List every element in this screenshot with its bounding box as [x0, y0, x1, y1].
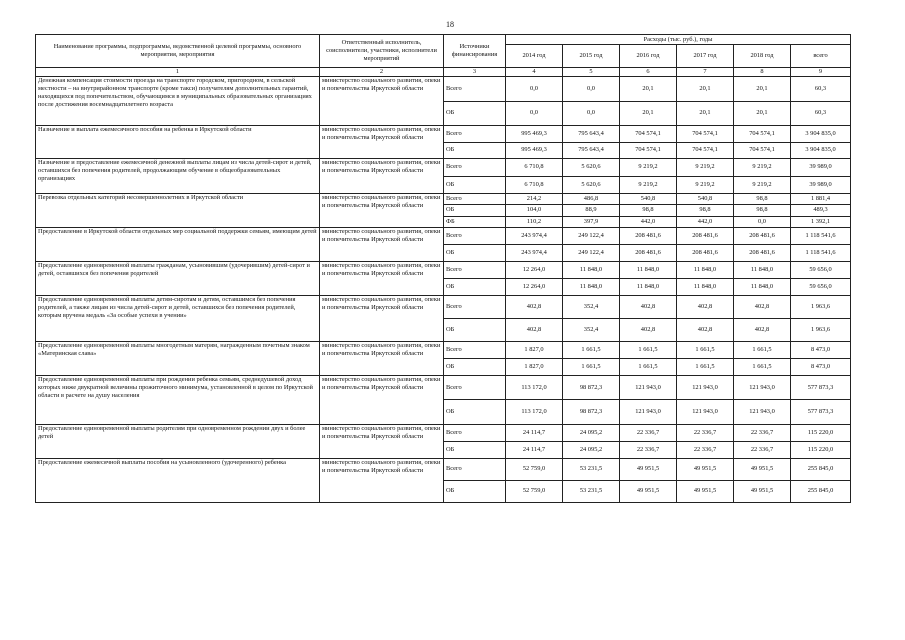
year-value: 24 114,7: [506, 424, 563, 441]
funding-source: Всего: [444, 375, 506, 400]
funding-source: Всего: [444, 159, 506, 177]
year-value: 9 219,2: [677, 159, 734, 177]
activity-name: Предоставление единовременной выплаты детям-сиротам и детям, оставшимся без попечения родителей, а также лицам из числа детей-сирот и детей, оставшихся без попечения родителей, которым вручена медаль «За особые успехи в учении»: [36, 295, 320, 341]
table-row: [36, 341, 851, 358]
budget-table: [35, 34, 851, 503]
year-value: 1 827,0: [506, 341, 563, 358]
table-row: [36, 458, 851, 480]
year-value: 402,8: [677, 318, 734, 341]
table-row: [36, 424, 851, 441]
year-value: 20,1: [620, 77, 677, 102]
year-value: 704 574,1: [734, 126, 791, 143]
year-value: 1 661,5: [677, 341, 734, 358]
activity-name: Назначение и предоставление ежемесячной денежной выплаты лицам из числа детей-сирот и детей, оставшихся без попечения родителей, продолжающим обучение в общеобразовательных организациях: [36, 159, 320, 194]
year-value: 6 710,8: [506, 176, 563, 194]
year-value: 11 848,0: [734, 261, 791, 278]
total-value: 60,3: [791, 77, 851, 102]
year-value: 6 710,8: [506, 159, 563, 177]
activity-name: Назначение и выплата ежемесячного пособия на ребенка в Иркутской области: [36, 126, 320, 159]
year-value: 121 943,0: [734, 400, 791, 425]
year-value: 795 643,4: [563, 142, 620, 159]
year-value: 11 848,0: [563, 261, 620, 278]
year-value: 20,1: [734, 101, 791, 126]
year-value: 352,4: [563, 318, 620, 341]
year-value: 208 481,6: [734, 227, 791, 244]
executor: министерство социального развития, опеки и попечительства Иркутской области: [320, 77, 444, 126]
year-value: 704 574,1: [677, 142, 734, 159]
activity-name: Денежная компенсация стоимости проезда на транспорте городском, пригородном, в сельской местности – на внутрирайонном транспорте (кроме такси) получателям дополнительных гарантий, находящихся под попечительством, обучающимся в муниципальных образовательных организациях после достижения восемнадцатилетнего возраста: [36, 77, 320, 126]
table-row: [36, 126, 851, 143]
table-row: [36, 375, 851, 400]
year-value: 11 848,0: [563, 278, 620, 295]
year-value: 22 336,7: [620, 441, 677, 458]
total-value: 489,3: [791, 205, 851, 216]
year-value: 53 231,5: [563, 458, 620, 480]
year-value: 208 481,6: [677, 244, 734, 261]
year-value: 11 848,0: [620, 278, 677, 295]
year-value: 0,0: [506, 77, 563, 102]
year-value: 1 661,5: [620, 358, 677, 375]
year-value: 22 336,7: [677, 424, 734, 441]
header-year-2016: 2016 год: [620, 45, 677, 68]
year-value: 24 114,7: [506, 441, 563, 458]
funding-source: Всего: [444, 424, 506, 441]
year-value: 49 951,5: [677, 458, 734, 480]
column-number-row: [36, 68, 851, 77]
total-value: 115 220,0: [791, 441, 851, 458]
funding-source: ОБ: [444, 205, 506, 216]
funding-source: ОБ: [444, 480, 506, 502]
total-value: 255 845,0: [791, 480, 851, 502]
total-value: 577 873,3: [791, 400, 851, 425]
year-value: 9 219,2: [734, 159, 791, 177]
year-value: 704 574,1: [734, 142, 791, 159]
header-name: Наименование программы, подпрограммы, ведомственной целевой программы, основного мероприятия, мероприятия: [36, 35, 320, 68]
total-value: 39 989,0: [791, 159, 851, 177]
executor: министерство социального развития, опеки и попечительства Иркутской области: [320, 261, 444, 295]
activity-name: Перевозка отдельных категорий несовершеннолетних в Иркутской области: [36, 194, 320, 228]
year-value: 402,8: [506, 295, 563, 318]
year-value: 795 643,4: [563, 126, 620, 143]
year-value: 995 469,3: [506, 126, 563, 143]
year-value: 98,8: [677, 205, 734, 216]
year-value: 5 620,6: [563, 159, 620, 177]
executor: министерство социального развития, опеки и попечительства Иркутской области: [320, 295, 444, 341]
year-value: 121 943,0: [734, 375, 791, 400]
total-value: 1 963,6: [791, 318, 851, 341]
year-value: 11 848,0: [734, 278, 791, 295]
funding-source: ОБ: [444, 441, 506, 458]
column-number: 4: [506, 68, 563, 77]
funding-source: Всего: [444, 295, 506, 318]
year-value: 208 481,6: [620, 244, 677, 261]
executor: министерство социального развития, опеки и попечительства Иркутской области: [320, 159, 444, 194]
year-value: 53 231,5: [563, 480, 620, 502]
total-value: 59 656,0: [791, 261, 851, 278]
year-value: 9 219,2: [620, 159, 677, 177]
funding-source: Всего: [444, 227, 506, 244]
total-value: 3 904 835,0: [791, 142, 851, 159]
year-value: 98,8: [734, 205, 791, 216]
column-number: 3: [444, 68, 506, 77]
year-value: 995 469,3: [506, 142, 563, 159]
funding-source: ОБ: [444, 244, 506, 261]
total-value: 1 118 541,6: [791, 244, 851, 261]
activity-name: Предоставление единовременной выплаты многодетным матерям, награжденным почетным знаком «Материнская слава»: [36, 341, 320, 375]
year-value: 110,2: [506, 216, 563, 227]
year-value: 22 336,7: [677, 441, 734, 458]
year-value: 9 219,2: [620, 176, 677, 194]
year-value: 49 951,5: [620, 458, 677, 480]
activity-name: Предоставление в Иркутской области отдельных мер социальной поддержки семьям, имеющим детей: [36, 227, 320, 261]
year-value: 1 661,5: [563, 341, 620, 358]
total-value: 1 963,6: [791, 295, 851, 318]
year-value: 121 943,0: [620, 400, 677, 425]
column-number: 1: [36, 68, 320, 77]
funding-source: ОБ: [444, 278, 506, 295]
year-value: 52 759,0: [506, 458, 563, 480]
year-value: 1 827,0: [506, 358, 563, 375]
funding-source: Всего: [444, 126, 506, 143]
year-value: 0,0: [563, 77, 620, 102]
year-value: 402,8: [734, 295, 791, 318]
funding-source: ОБ: [444, 400, 506, 425]
year-value: 49 951,5: [620, 480, 677, 502]
year-value: 88,9: [563, 205, 620, 216]
year-value: 121 943,0: [677, 400, 734, 425]
funding-source: ФБ: [444, 216, 506, 227]
table-row: [36, 194, 851, 205]
total-value: 39 989,0: [791, 176, 851, 194]
page-number: 18: [446, 20, 454, 29]
year-value: 24 095,2: [563, 441, 620, 458]
funding-source: ОБ: [444, 318, 506, 341]
funding-source: ОБ: [444, 101, 506, 126]
year-value: 121 943,0: [677, 375, 734, 400]
year-value: 1 661,5: [563, 358, 620, 375]
year-value: 9 219,2: [734, 176, 791, 194]
column-number: 7: [677, 68, 734, 77]
year-value: 397,9: [563, 216, 620, 227]
funding-source: Всего: [444, 194, 506, 205]
total-value: 1 392,1: [791, 216, 851, 227]
year-value: 20,1: [677, 101, 734, 126]
year-value: 704 574,1: [620, 142, 677, 159]
year-value: 22 336,7: [734, 424, 791, 441]
table-row: [36, 77, 851, 102]
year-value: 52 759,0: [506, 480, 563, 502]
year-value: 442,0: [620, 216, 677, 227]
activity-name: Предоставление единовременной выплаты при рождении ребенка семьям, среднедушевой доход которых ниже двукратной величины прожиточного минимума, установленной в целом по Иркутской области в расчете на душу населения: [36, 375, 320, 424]
year-value: 98,8: [734, 194, 791, 205]
year-value: 540,8: [677, 194, 734, 205]
funding-source: ОБ: [444, 176, 506, 194]
activity-name: Предоставление единовременной выплаты гражданам, усыновившим (удочерившим) детей-сирот и детей, оставшихся без попечения родителей: [36, 261, 320, 295]
year-value: 402,8: [620, 318, 677, 341]
column-number: 2: [320, 68, 444, 77]
header-expenses: Расходы (тыс. руб.), годы: [506, 35, 851, 45]
column-number: 5: [563, 68, 620, 77]
year-value: 113 172,0: [506, 400, 563, 425]
year-value: 704 574,1: [677, 126, 734, 143]
funding-source: ОБ: [444, 142, 506, 159]
year-value: 20,1: [677, 77, 734, 102]
executor: министерство социального развития, опеки и попечительства Иркутской области: [320, 126, 444, 159]
header-source: Источники финансирования: [444, 35, 506, 68]
header-year-2018: 2018 год: [734, 45, 791, 68]
year-value: 5 620,6: [563, 176, 620, 194]
total-value: 59 656,0: [791, 278, 851, 295]
year-value: 121 943,0: [620, 375, 677, 400]
header-executor: Ответственный исполнитель, соисполнители, участники, исполнители мероприятий: [320, 35, 444, 68]
year-value: 249 122,4: [563, 244, 620, 261]
year-value: 208 481,6: [620, 227, 677, 244]
year-value: 98,8: [620, 205, 677, 216]
header-total: всего: [791, 45, 851, 68]
year-value: 1 661,5: [677, 358, 734, 375]
year-value: 402,8: [506, 318, 563, 341]
year-value: 12 264,0: [506, 278, 563, 295]
total-value: 577 873,3: [791, 375, 851, 400]
header-year-2015: 2015 год: [563, 45, 620, 68]
year-value: 243 974,4: [506, 227, 563, 244]
year-value: 22 336,7: [734, 441, 791, 458]
year-value: 98 872,3: [563, 400, 620, 425]
year-value: 1 661,5: [620, 341, 677, 358]
year-value: 0,0: [563, 101, 620, 126]
executor: министерство социального развития, опеки и попечительства Иркутской области: [320, 375, 444, 424]
column-number: 6: [620, 68, 677, 77]
year-value: 208 481,6: [677, 227, 734, 244]
total-value: 115 220,0: [791, 424, 851, 441]
year-value: 20,1: [734, 77, 791, 102]
year-value: 402,8: [677, 295, 734, 318]
funding-source: Всего: [444, 77, 506, 102]
table-header: [36, 35, 851, 77]
year-value: 11 848,0: [620, 261, 677, 278]
total-value: 1 118 541,6: [791, 227, 851, 244]
year-value: 1 661,5: [734, 358, 791, 375]
total-value: 8 473,0: [791, 341, 851, 358]
year-value: 20,1: [620, 101, 677, 126]
executor: министерство социального развития, опеки и попечительства Иркутской области: [320, 424, 444, 458]
year-value: 24 095,2: [563, 424, 620, 441]
table-body: [36, 77, 851, 503]
year-value: 402,8: [620, 295, 677, 318]
table-row: [36, 227, 851, 244]
year-value: 352,4: [563, 295, 620, 318]
year-value: 214,2: [506, 194, 563, 205]
year-value: 49 951,5: [734, 480, 791, 502]
year-value: 22 336,7: [620, 424, 677, 441]
executor: министерство социального развития, опеки и попечительства Иркутской области: [320, 341, 444, 375]
executor: министерство социального развития, опеки и попечительства Иркутской области: [320, 227, 444, 261]
funding-source: Всего: [444, 458, 506, 480]
year-value: 243 974,4: [506, 244, 563, 261]
header-year-2017: 2017 год: [677, 45, 734, 68]
year-value: 1 661,5: [734, 341, 791, 358]
year-value: 0,0: [506, 101, 563, 126]
year-value: 11 848,0: [677, 261, 734, 278]
activity-name: Предоставление единовременной выплаты родителям при одновременном рождении двух и более детей: [36, 424, 320, 458]
total-value: 3 904 835,0: [791, 126, 851, 143]
year-value: 442,0: [677, 216, 734, 227]
year-value: 9 219,2: [677, 176, 734, 194]
year-value: 113 172,0: [506, 375, 563, 400]
year-value: 49 951,5: [734, 458, 791, 480]
table-row: [36, 261, 851, 278]
year-value: 104,0: [506, 205, 563, 216]
total-value: 255 845,0: [791, 458, 851, 480]
total-value: 60,3: [791, 101, 851, 126]
year-value: 49 951,5: [677, 480, 734, 502]
year-value: 402,8: [734, 318, 791, 341]
total-value: 8 473,0: [791, 358, 851, 375]
total-value: 1 881,4: [791, 194, 851, 205]
year-value: 704 574,1: [620, 126, 677, 143]
funding-source: ОБ: [444, 358, 506, 375]
year-value: 208 481,6: [734, 244, 791, 261]
table-row: [36, 295, 851, 318]
executor: министерство социального развития, опеки и попечительства Иркутской области: [320, 458, 444, 502]
year-value: 11 848,0: [677, 278, 734, 295]
year-value: 249 122,4: [563, 227, 620, 244]
year-value: 540,8: [620, 194, 677, 205]
executor: министерство социального развития, опеки и попечительства Иркутской области: [320, 194, 444, 228]
column-number: 8: [734, 68, 791, 77]
year-value: 98 872,3: [563, 375, 620, 400]
year-value: 486,8: [563, 194, 620, 205]
year-value: 12 264,0: [506, 261, 563, 278]
column-number: 9: [791, 68, 851, 77]
activity-name: Предоставление ежемесячной выплаты пособия на усыновленного (удочеренного) ребенка: [36, 458, 320, 502]
year-value: 0,0: [734, 216, 791, 227]
funding-source: Всего: [444, 261, 506, 278]
table-row: [36, 159, 851, 177]
funding-source: Всего: [444, 341, 506, 358]
header-year-2014: 2014 год: [506, 45, 563, 68]
